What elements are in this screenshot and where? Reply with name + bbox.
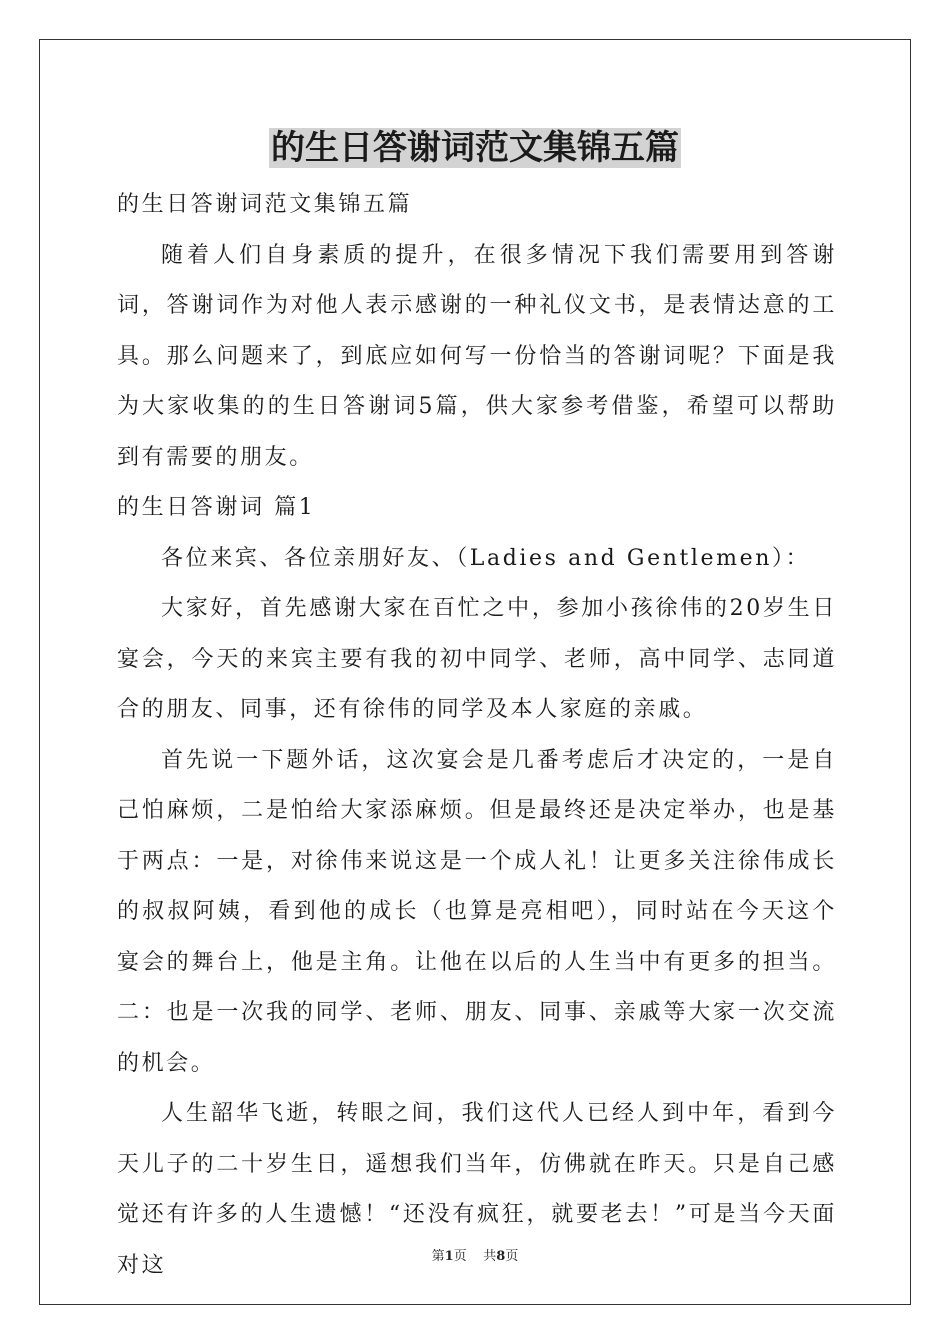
section-heading: 的生日答谢词 篇1 — [117, 495, 316, 520]
body-paragraph: 大家好，首先感谢大家在百忙之中，参加小孩徐伟的20岁生日宴会，今天的来宾主要有我的初中同学、老师，高中同学、志同道合的朋友、同事，还有徐伟的同学及本人家庭的亲戚。 — [117, 596, 837, 722]
total-suffix: 页 — [505, 1249, 519, 1264]
page-footer — [0, 1248, 950, 1266]
salutation-paragraph: 各位来宾、各位亲朋好友、（Ladies and Gentlemen）： — [161, 545, 811, 571]
intro-paragraph: 随着人们自身素质的提升，在很多情况下我们需要用到答谢词，答谢词作为对他人表示感谢的一种礼仪文书，是表情达意的工具。那么问题来了，到底应如何写一份恰当的答谢词呢？下面是我为大家收集的的生日答谢词5篇，供大家参考借鉴，希望可以帮助到有需要的朋友。 — [117, 242, 837, 470]
total-prefix: 共 — [483, 1249, 497, 1264]
document-subtitle: 的生日答谢词范文集锦五篇 — [117, 192, 413, 217]
page-suffix: 页 — [453, 1249, 467, 1264]
page-prefix: 第 — [431, 1249, 445, 1264]
body-paragraph: 首先说一下题外话，这次宴会是几番考虑后才决定的，一是自己怕麻烦，二是怕给大家添麻烦。但是最终还是决定举办，也是基于两点：一是，对徐伟来说这是一个成人礼！让更多关注徐伟成长的叔叔阿姨，看到他的成长（也算是亮相吧），同时站在今天这个宴会的舞台上，他是主角。让他在以后的人生当中有更多的担当。二：也是一次我的同学、老师、朋友、同事、亲戚等大家一次交流的机会。 — [117, 747, 837, 1076]
page-number: 1 — [444, 1249, 454, 1264]
total-pages: 8 — [496, 1249, 506, 1264]
body-paragraph: 人生韶华飞逝，转眼之间，我们这代人已经人到中年，看到今天儿子的二十岁生日，遥想我们当年，仿佛就在昨天。只是自己感觉还有许多的人生遗憾！“还没有疯狂，就要老去！”可是当今天面对这 — [117, 1101, 837, 1278]
document-body — [117, 180, 837, 1291]
document-title-text: 的生日答谢词范文集锦五篇 — [271, 128, 679, 168]
document-title — [0, 124, 950, 172]
